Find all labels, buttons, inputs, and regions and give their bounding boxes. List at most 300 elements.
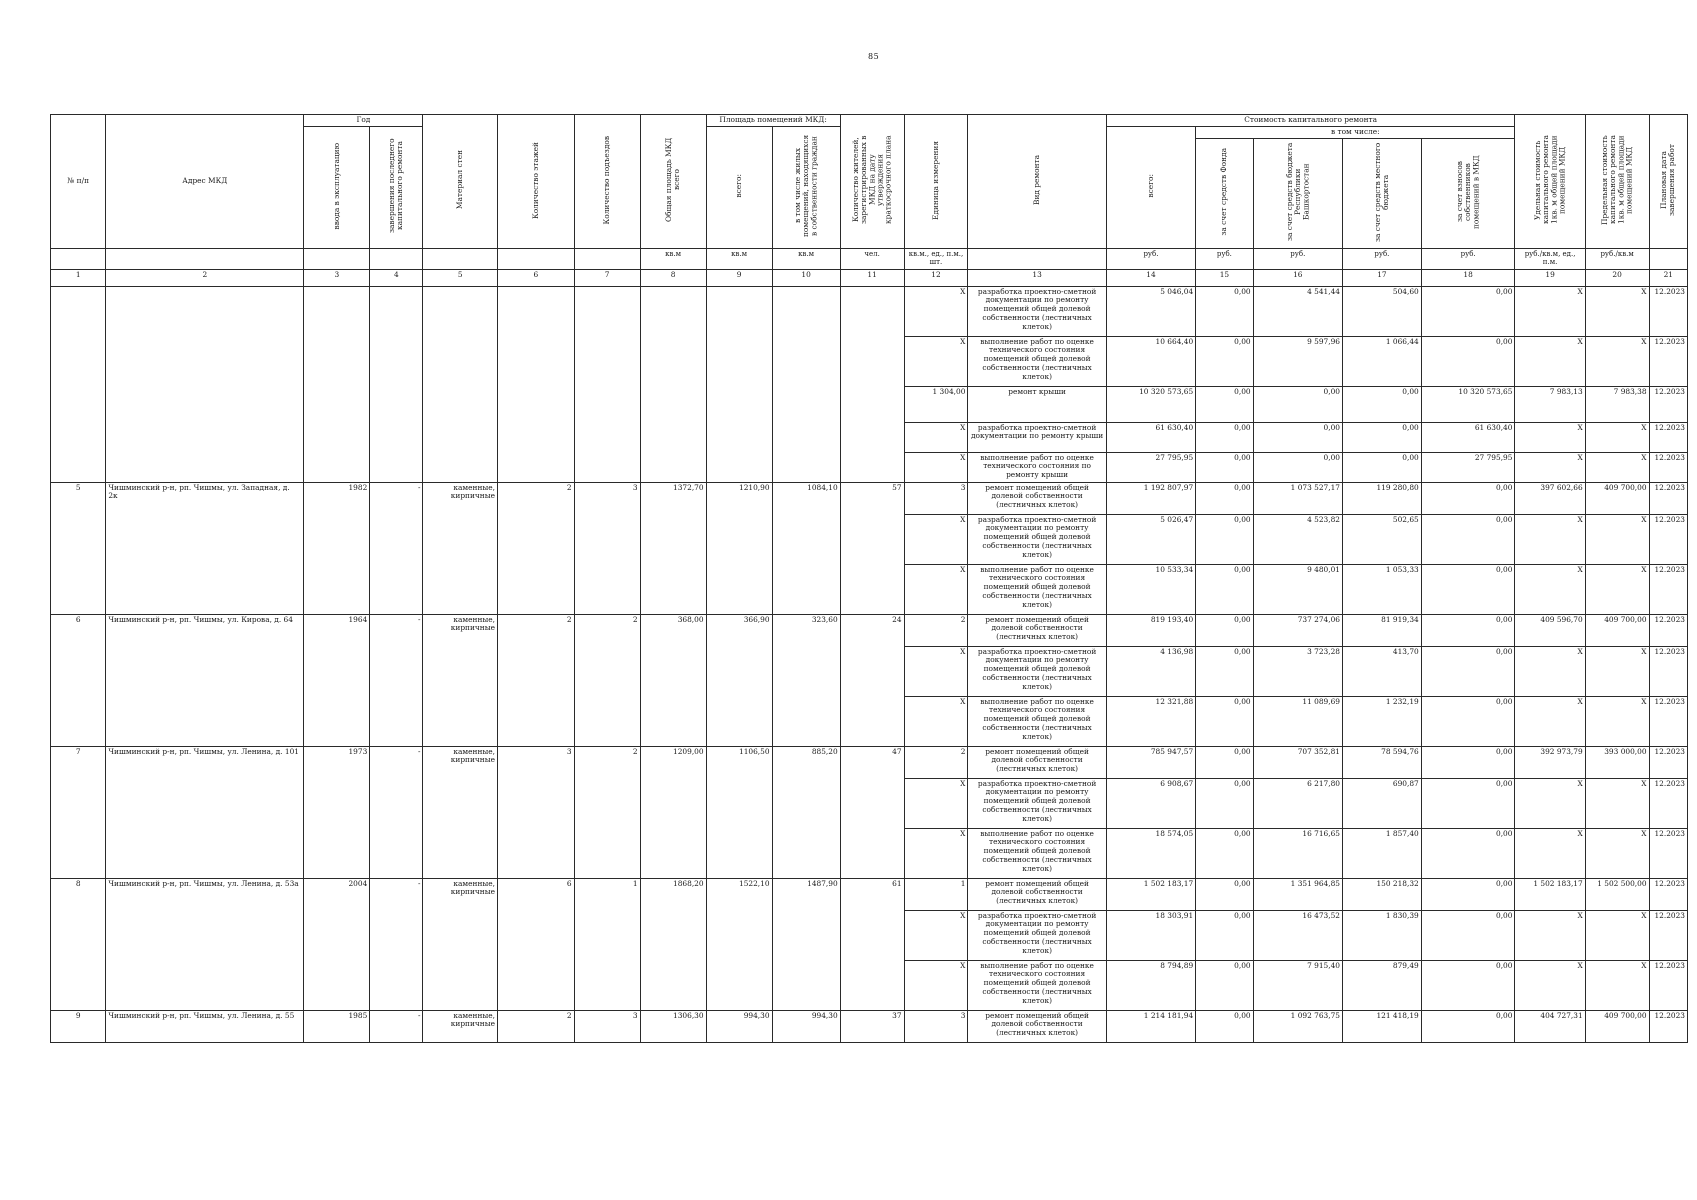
- unit-cell: [968, 248, 1106, 269]
- column-number-cell: 12: [904, 269, 968, 286]
- unit-value-cell: 3: [904, 482, 968, 514]
- unit-cell: [423, 248, 498, 269]
- col-cost-total-header: всего:: [1106, 127, 1195, 249]
- deadline-cell: 12.2023: [1649, 910, 1687, 960]
- unit-value-cell: X: [904, 828, 968, 878]
- max-cost-cell: X: [1585, 960, 1649, 1010]
- cost-fund-cell: 0,00: [1196, 286, 1253, 336]
- work-type-cell: разработка проектно-сметной документации по ремонту помещений общей долевой собственности (лестничных клеток): [968, 910, 1106, 960]
- unit-cell: [304, 248, 370, 269]
- work-type-cell: выполнение работ по оценке технического состояния помещений общей долевой собственности (лестничных клеток): [968, 960, 1106, 1010]
- premises-residential-cell: [772, 286, 840, 482]
- cost-republic-cell: 737 274,06: [1253, 614, 1342, 646]
- column-number-cell: 7: [574, 269, 640, 286]
- cost-republic-cell: 9 480,01: [1253, 564, 1342, 614]
- unit-value-cell: X: [904, 960, 968, 1010]
- cost-local-cell: 78 594,76: [1343, 746, 1422, 778]
- cost-republic-cell: 1 092 763,75: [1253, 1010, 1342, 1042]
- total-area-cell: 1209,00: [640, 746, 706, 878]
- work-type-cell: разработка проектно-сметной документации по ремонту помещений общей долевой собственности (лестничных клеток): [968, 646, 1106, 696]
- wall-material-cell: каменные, кирпичные: [423, 482, 498, 614]
- work-type-cell: разработка проектно-сметной документации по ремонту помещений общей долевой собственности (лестничных клеток): [968, 514, 1106, 564]
- floors-cell: 2: [497, 1010, 574, 1042]
- col-year-group-header: Год: [304, 115, 423, 127]
- max-cost-cell: X: [1585, 514, 1649, 564]
- unit-cell: кв.м: [706, 248, 772, 269]
- deadline-cell: 12.2023: [1649, 452, 1687, 482]
- cost-fund-cell: 0,00: [1196, 422, 1253, 452]
- unit-value-cell: X: [904, 514, 968, 564]
- deadline-cell: 12.2023: [1649, 1010, 1687, 1042]
- unit-cost-cell: X: [1515, 646, 1585, 696]
- entrances-cell: [574, 286, 640, 482]
- cost-local-cell: 502,65: [1343, 514, 1422, 564]
- work-type-cell: ремонт помещений общей долевой собственности (лестничных клеток): [968, 482, 1106, 514]
- col-wall-material-header: Материал стен: [423, 115, 498, 249]
- col-floors-header: Количество этажей: [497, 115, 574, 249]
- work-type-cell: разработка проектно-сметной документации по ремонту помещений общей долевой собственности (лестничных клеток): [968, 286, 1106, 336]
- cost-total-cell: 1 502 183,17: [1106, 878, 1195, 910]
- address-cell: Чишминский р-н, рп. Чишмы, ул. Ленина, д. 53а: [106, 878, 304, 1010]
- row-number: 8: [51, 878, 106, 1010]
- col-year-last-repair-header: завершения последнего капитального ремонта: [370, 127, 423, 249]
- row-number: 6: [51, 614, 106, 746]
- unit-value-cell: X: [904, 336, 968, 386]
- cost-total-cell: 18 574,05: [1106, 828, 1195, 878]
- unit-value-cell: X: [904, 286, 968, 336]
- max-cost-cell: 1 502 500,00: [1585, 878, 1649, 910]
- unit-value-cell: X: [904, 452, 968, 482]
- wall-material-cell: каменные, кирпичные: [423, 1010, 498, 1042]
- max-cost-cell: X: [1585, 910, 1649, 960]
- address-cell: Чишминский р-н, рп. Чишмы, ул. Западная, д. 2к: [106, 482, 304, 614]
- deadline-cell: 12.2023: [1649, 828, 1687, 878]
- col-unit-cost-header: Удельная стоимость капитального ремонта 1кв. м общей площади помещений МКД: [1515, 115, 1585, 249]
- table-row: [51, 482, 1688, 514]
- column-number-cell: 6: [497, 269, 574, 286]
- cost-fund-cell: 0,00: [1196, 564, 1253, 614]
- unit-cost-cell: 1 502 183,17: [1515, 878, 1585, 910]
- premises-residential-cell: 1487,90: [772, 878, 840, 1010]
- max-cost-cell: X: [1585, 422, 1649, 452]
- col-cost-fund-header: за счет средств Фонда: [1196, 139, 1253, 249]
- col-cost-local-header: за счет средств местного бюджета: [1343, 139, 1422, 249]
- residents-cell: 61: [840, 878, 904, 1010]
- wall-material-cell: каменные, кирпичные: [423, 746, 498, 878]
- cost-total-cell: 5 026,47: [1106, 514, 1195, 564]
- column-number-cell: 11: [840, 269, 904, 286]
- cost-total-cell: 785 947,57: [1106, 746, 1195, 778]
- address-cell: Чишминский р-н, рп. Чишмы, ул. Ленина, д. 55: [106, 1010, 304, 1042]
- address-cell: [106, 286, 304, 482]
- cost-total-cell: 6 908,67: [1106, 778, 1195, 828]
- floors-cell: 6: [497, 878, 574, 1010]
- wall-material-cell: каменные, кирпичные: [423, 614, 498, 746]
- cost-total-cell: 819 193,40: [1106, 614, 1195, 646]
- unit-cell: чел.: [840, 248, 904, 269]
- col-no-header: № п/п: [51, 115, 106, 249]
- cost-republic-cell: 11 089,69: [1253, 696, 1342, 746]
- column-number-cell: 18: [1421, 269, 1515, 286]
- premises-total-cell: 994,30: [706, 1010, 772, 1042]
- unit-cell: [106, 248, 304, 269]
- row-number: 7: [51, 746, 106, 878]
- cost-fund-cell: 0,00: [1196, 614, 1253, 646]
- cost-republic-cell: 6 217,80: [1253, 778, 1342, 828]
- units-row: [51, 248, 1688, 269]
- max-cost-cell: X: [1585, 696, 1649, 746]
- cost-owners-cell: 0,00: [1421, 646, 1515, 696]
- unit-cell: [1649, 248, 1687, 269]
- cost-total-cell: 1 214 181,94: [1106, 1010, 1195, 1042]
- col-cost-group-header: Стоимость капитального ремонта: [1106, 115, 1515, 127]
- column-number-cell: 19: [1515, 269, 1585, 286]
- unit-cell: [574, 248, 640, 269]
- unit-cell: руб.: [1106, 248, 1195, 269]
- cost-owners-cell: 0,00: [1421, 514, 1515, 564]
- cost-local-cell: 1 066,44: [1343, 336, 1422, 386]
- premises-residential-cell: 1084,10: [772, 482, 840, 614]
- unit-cost-cell: X: [1515, 286, 1585, 336]
- unit-cost-cell: X: [1515, 514, 1585, 564]
- repair-plan-table-wrap: [50, 114, 1688, 1043]
- cost-local-cell: 0,00: [1343, 452, 1422, 482]
- unit-cell: [497, 248, 574, 269]
- row-number: 9: [51, 1010, 106, 1042]
- total-area-cell: [640, 286, 706, 482]
- wall-material-cell: [423, 286, 498, 482]
- max-cost-cell: 393 000,00: [1585, 746, 1649, 778]
- column-number-cell: 20: [1585, 269, 1649, 286]
- deadline-cell: 12.2023: [1649, 696, 1687, 746]
- unit-cell: руб.: [1253, 248, 1342, 269]
- year-last-repair-cell: -: [370, 614, 423, 746]
- entrances-cell: 2: [574, 746, 640, 878]
- deadline-cell: 12.2023: [1649, 386, 1687, 422]
- entrances-cell: 3: [574, 1010, 640, 1042]
- cost-local-cell: 504,60: [1343, 286, 1422, 336]
- cost-total-cell: 61 630,40: [1106, 422, 1195, 452]
- floors-cell: 2: [497, 614, 574, 746]
- column-numbers-row: [51, 269, 1688, 286]
- cost-fund-cell: 0,00: [1196, 828, 1253, 878]
- unit-cell: кв.м: [640, 248, 706, 269]
- cost-owners-cell: 10 320 573,65: [1421, 386, 1515, 422]
- unit-value-cell: 3: [904, 1010, 968, 1042]
- unit-cost-cell: X: [1515, 910, 1585, 960]
- work-type-cell: выполнение работ по оценке технического состояния помещений общей долевой собственности (лестничных клеток): [968, 336, 1106, 386]
- cost-owners-cell: 0,00: [1421, 910, 1515, 960]
- year-commissioning-cell: 1985: [304, 1010, 370, 1042]
- cost-republic-cell: 7 915,40: [1253, 960, 1342, 1010]
- cost-owners-cell: 0,00: [1421, 828, 1515, 878]
- floors-cell: 3: [497, 746, 574, 878]
- cost-total-cell: 8 794,89: [1106, 960, 1195, 1010]
- unit-cost-cell: X: [1515, 960, 1585, 1010]
- year-commissioning-cell: 1973: [304, 746, 370, 878]
- cost-total-cell: 1 192 807,97: [1106, 482, 1195, 514]
- cost-local-cell: 1 053,33: [1343, 564, 1422, 614]
- premises-total-cell: 1210,90: [706, 482, 772, 614]
- deadline-cell: 12.2023: [1649, 514, 1687, 564]
- cost-local-cell: 413,70: [1343, 646, 1422, 696]
- row-number: [51, 286, 106, 482]
- deadline-cell: 12.2023: [1649, 746, 1687, 778]
- entrances-cell: 2: [574, 614, 640, 746]
- cost-fund-cell: 0,00: [1196, 778, 1253, 828]
- cost-owners-cell: 0,00: [1421, 778, 1515, 828]
- column-number-cell: 9: [706, 269, 772, 286]
- column-number-cell: 17: [1343, 269, 1422, 286]
- table-body: [51, 286, 1688, 1042]
- floors-cell: 2: [497, 482, 574, 614]
- unit-cell: руб.: [1343, 248, 1422, 269]
- col-cost-owners-header: за счет взносов собственников помещений в МКД: [1421, 139, 1515, 249]
- cost-fund-cell: 0,00: [1196, 452, 1253, 482]
- max-cost-cell: 409 700,00: [1585, 614, 1649, 646]
- cost-total-cell: 4 136,98: [1106, 646, 1195, 696]
- work-type-cell: выполнение работ по оценке технического состояния помещений общей долевой собственности (лестничных клеток): [968, 564, 1106, 614]
- work-type-cell: выполнение работ по оценке технического состояния помещений общей долевой собственности (лестничных клеток): [968, 828, 1106, 878]
- unit-cell: [51, 248, 106, 269]
- year-last-repair-cell: -: [370, 482, 423, 614]
- premises-total-cell: 1106,50: [706, 746, 772, 878]
- cost-fund-cell: 0,00: [1196, 514, 1253, 564]
- unit-value-cell: X: [904, 910, 968, 960]
- cost-total-cell: 5 046,04: [1106, 286, 1195, 336]
- year-commissioning-cell: [304, 286, 370, 482]
- premises-residential-cell: 323,60: [772, 614, 840, 746]
- residents-cell: 47: [840, 746, 904, 878]
- cost-republic-cell: 4 541,44: [1253, 286, 1342, 336]
- cost-local-cell: 150 218,32: [1343, 878, 1422, 910]
- col-deadline-header: Плановая дата завершения работ: [1649, 115, 1687, 249]
- page-number: 85: [868, 52, 880, 61]
- column-number-cell: 8: [640, 269, 706, 286]
- unit-cost-cell: X: [1515, 778, 1585, 828]
- table-row: [51, 1010, 1688, 1042]
- unit-cell: руб./кв.м: [1585, 248, 1649, 269]
- col-work-type-header: Вид ремонта: [968, 115, 1106, 249]
- residents-cell: 24: [840, 614, 904, 746]
- cost-republic-cell: 0,00: [1253, 422, 1342, 452]
- premises-residential-cell: 994,30: [772, 1010, 840, 1042]
- work-type-cell: разработка проектно-сметной документации по ремонту крыши: [968, 422, 1106, 452]
- cost-owners-cell: 0,00: [1421, 564, 1515, 614]
- address-cell: Чишминский р-н, рп. Чишмы, ул. Ленина, д. 101: [106, 746, 304, 878]
- year-commissioning-cell: 1982: [304, 482, 370, 614]
- premises-total-cell: 366,90: [706, 614, 772, 746]
- unit-cost-cell: X: [1515, 336, 1585, 386]
- unit-cell: руб.: [1421, 248, 1515, 269]
- cost-fund-cell: 0,00: [1196, 878, 1253, 910]
- premises-residential-cell: 885,20: [772, 746, 840, 878]
- cost-owners-cell: 61 630,40: [1421, 422, 1515, 452]
- cost-republic-cell: 707 352,81: [1253, 746, 1342, 778]
- unit-cost-cell: 7 983,13: [1515, 386, 1585, 422]
- table-row: [51, 614, 1688, 646]
- deadline-cell: 12.2023: [1649, 614, 1687, 646]
- cost-republic-cell: 16 473,52: [1253, 910, 1342, 960]
- repair-plan-table: [50, 114, 1688, 1043]
- cost-fund-cell: 0,00: [1196, 1010, 1253, 1042]
- col-cost-republic-header: за счет средств бюджета Республики Башкортостан: [1253, 139, 1342, 249]
- max-cost-cell: 409 700,00: [1585, 482, 1649, 514]
- cost-local-cell: 879,49: [1343, 960, 1422, 1010]
- col-premises-residential-header: в том числе жилых помещений, находящихся в собственности граждан: [772, 127, 840, 249]
- cost-local-cell: 1 830,39: [1343, 910, 1422, 960]
- col-address-header: Адрес МКД: [106, 115, 304, 249]
- cost-republic-cell: 0,00: [1253, 452, 1342, 482]
- column-number-cell: 10: [772, 269, 840, 286]
- year-last-repair-cell: -: [370, 746, 423, 878]
- max-cost-cell: X: [1585, 778, 1649, 828]
- column-number-cell: 5: [423, 269, 498, 286]
- cost-fund-cell: 0,00: [1196, 646, 1253, 696]
- work-type-cell: выполнение работ по оценке технического состояния помещений общей долевой собственности (лестничных клеток): [968, 696, 1106, 746]
- cost-local-cell: 1 232,19: [1343, 696, 1422, 746]
- year-commissioning-cell: 1964: [304, 614, 370, 746]
- year-last-repair-cell: -: [370, 878, 423, 1010]
- work-type-cell: разработка проектно-сметной документации по ремонту помещений общей долевой собственности (лестничных клеток): [968, 778, 1106, 828]
- max-cost-cell: 409 700,00: [1585, 1010, 1649, 1042]
- column-number-cell: 1: [51, 269, 106, 286]
- max-cost-cell: 7 983,38: [1585, 386, 1649, 422]
- address-cell: Чишминский р-н, рп. Чишмы, ул. Кирова, д. 64: [106, 614, 304, 746]
- column-number-cell: 4: [370, 269, 423, 286]
- table-row: [51, 286, 1688, 336]
- cost-local-cell: 1 857,40: [1343, 828, 1422, 878]
- cost-fund-cell: 0,00: [1196, 482, 1253, 514]
- cost-republic-cell: 3 723,28: [1253, 646, 1342, 696]
- column-number-cell: 13: [968, 269, 1106, 286]
- cost-owners-cell: 0,00: [1421, 1010, 1515, 1042]
- year-last-repair-cell: -: [370, 1010, 423, 1042]
- unit-cell: [370, 248, 423, 269]
- cost-owners-cell: 0,00: [1421, 746, 1515, 778]
- deadline-cell: 12.2023: [1649, 564, 1687, 614]
- cost-fund-cell: 0,00: [1196, 386, 1253, 422]
- cost-total-cell: 10 320 573,65: [1106, 386, 1195, 422]
- unit-cell: кв.м: [772, 248, 840, 269]
- premises-total-cell: [706, 286, 772, 482]
- cost-total-cell: 10 664,40: [1106, 336, 1195, 386]
- floors-cell: [497, 286, 574, 482]
- total-area-cell: 1306,30: [640, 1010, 706, 1042]
- deadline-cell: 12.2023: [1649, 422, 1687, 452]
- cost-fund-cell: 0,00: [1196, 746, 1253, 778]
- unit-cost-cell: X: [1515, 564, 1585, 614]
- header-row-top: [51, 115, 1688, 127]
- cost-republic-cell: 1 073 527,17: [1253, 482, 1342, 514]
- work-type-cell: ремонт помещений общей долевой собственности (лестничных клеток): [968, 1010, 1106, 1042]
- work-type-cell: ремонт помещений общей долевой собственности (лестничных клеток): [968, 746, 1106, 778]
- deadline-cell: 12.2023: [1649, 646, 1687, 696]
- cost-owners-cell: 0,00: [1421, 960, 1515, 1010]
- table-row: [51, 746, 1688, 778]
- total-area-cell: 368,00: [640, 614, 706, 746]
- max-cost-cell: X: [1585, 286, 1649, 336]
- max-cost-cell: X: [1585, 336, 1649, 386]
- cost-republic-cell: 4 523,82: [1253, 514, 1342, 564]
- row-number: 5: [51, 482, 106, 614]
- unit-value-cell: X: [904, 696, 968, 746]
- cost-republic-cell: 16 716,65: [1253, 828, 1342, 878]
- cost-fund-cell: 0,00: [1196, 960, 1253, 1010]
- unit-cost-cell: 404 727,31: [1515, 1010, 1585, 1042]
- residents-cell: 57: [840, 482, 904, 614]
- unit-cost-cell: 397 602,66: [1515, 482, 1585, 514]
- unit-value-cell: 2: [904, 746, 968, 778]
- col-entrances-header: Количество подъездов: [574, 115, 640, 249]
- max-cost-cell: X: [1585, 828, 1649, 878]
- work-type-cell: ремонт помещений общей долевой собственности (лестничных клеток): [968, 614, 1106, 646]
- col-max-cost-header: Предельная стоимость капитального ремонта 1кв. м общей площади помещений МКД: [1585, 115, 1649, 249]
- total-area-cell: 1868,20: [640, 878, 706, 1010]
- cost-total-cell: 10 533,34: [1106, 564, 1195, 614]
- col-unit-header: Единица измерения: [904, 115, 968, 249]
- cost-republic-cell: 9 597,96: [1253, 336, 1342, 386]
- unit-cost-cell: X: [1515, 422, 1585, 452]
- column-number-cell: 2: [106, 269, 304, 286]
- year-last-repair-cell: [370, 286, 423, 482]
- column-number-cell: 16: [1253, 269, 1342, 286]
- unit-value-cell: 1: [904, 878, 968, 910]
- cost-republic-cell: 1 351 964,85: [1253, 878, 1342, 910]
- max-cost-cell: X: [1585, 646, 1649, 696]
- cost-total-cell: 12 321,88: [1106, 696, 1195, 746]
- cost-local-cell: 0,00: [1343, 422, 1422, 452]
- table-row: [51, 878, 1688, 910]
- cost-fund-cell: 0,00: [1196, 336, 1253, 386]
- col-premises-total-header: всего:: [706, 127, 772, 249]
- entrances-cell: 1: [574, 878, 640, 1010]
- col-incl-header: в том числе:: [1196, 127, 1515, 139]
- col-year-commissioning-header: ввода в эксплуатацию: [304, 127, 370, 249]
- cost-republic-cell: 0,00: [1253, 386, 1342, 422]
- work-type-cell: выполнение работ по оценке технического состояния по ремонту крыши: [968, 452, 1106, 482]
- deadline-cell: 12.2023: [1649, 878, 1687, 910]
- deadline-cell: 12.2023: [1649, 960, 1687, 1010]
- cost-fund-cell: 0,00: [1196, 696, 1253, 746]
- entrances-cell: 3: [574, 482, 640, 614]
- cost-owners-cell: 0,00: [1421, 878, 1515, 910]
- work-type-cell: ремонт помещений общей долевой собственности (лестничных клеток): [968, 878, 1106, 910]
- residents-cell: [840, 286, 904, 482]
- deadline-cell: 12.2023: [1649, 336, 1687, 386]
- cost-owners-cell: 0,00: [1421, 336, 1515, 386]
- unit-cell: руб./кв.м, ед., п.м.: [1515, 248, 1585, 269]
- work-type-cell: ремонт крыши: [968, 386, 1106, 422]
- cost-owners-cell: 0,00: [1421, 482, 1515, 514]
- cost-total-cell: 18 303,91: [1106, 910, 1195, 960]
- unit-value-cell: 2: [904, 614, 968, 646]
- unit-value-cell: X: [904, 646, 968, 696]
- unit-value-cell: X: [904, 564, 968, 614]
- deadline-cell: 12.2023: [1649, 482, 1687, 514]
- unit-cost-cell: 409 596,70: [1515, 614, 1585, 646]
- unit-value-cell: X: [904, 422, 968, 452]
- unit-cell: кв.м., ед., п.м., шт.: [904, 248, 968, 269]
- cost-owners-cell: 27 795,95: [1421, 452, 1515, 482]
- residents-cell: 37: [840, 1010, 904, 1042]
- unit-value-cell: 1 304,00: [904, 386, 968, 422]
- cost-local-cell: 121 418,19: [1343, 1010, 1422, 1042]
- deadline-cell: 12.2023: [1649, 778, 1687, 828]
- unit-cost-cell: X: [1515, 828, 1585, 878]
- unit-value-cell: X: [904, 778, 968, 828]
- cost-total-cell: 27 795,95: [1106, 452, 1195, 482]
